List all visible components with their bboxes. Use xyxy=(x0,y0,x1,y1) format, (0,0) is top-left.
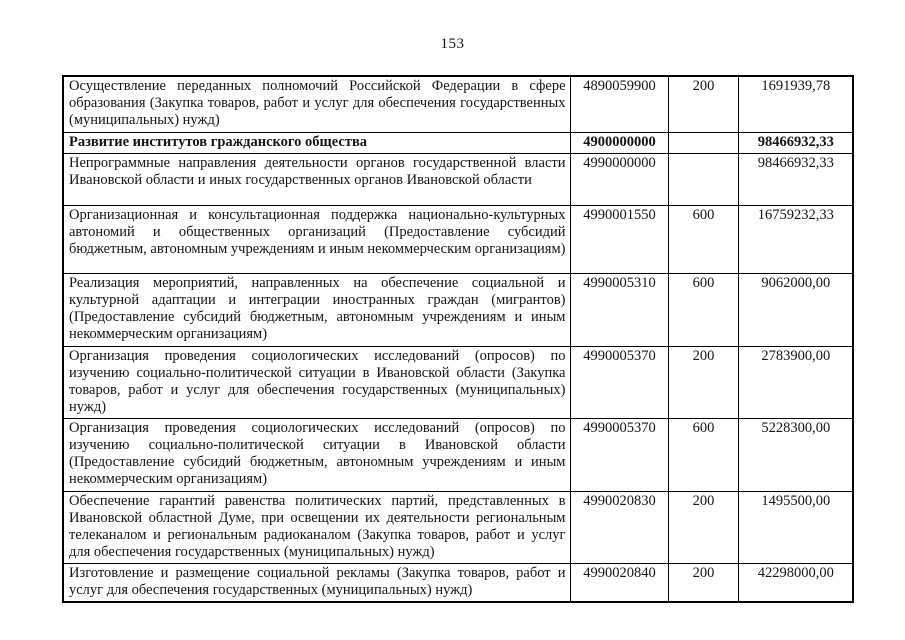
row-description: Организация проведения социологических исследований (опросов) по изучению социально-политической ситуации в Ивановской области (Закупка товаров, работ и услуг для обеспечения государственных (муниципальных) нужд) xyxy=(63,347,570,419)
row-amount: 2783900,00 xyxy=(738,347,853,419)
row-expense-type-code: 200 xyxy=(668,76,738,133)
table-row xyxy=(63,274,853,347)
row-amount: 1495500,00 xyxy=(738,492,853,564)
row-description: Развитие институтов гражданского общества xyxy=(63,133,570,154)
row-description: Обеспечение гарантий равенства политических партий, представленных в Ивановской областной Думе, при освещении их деятельности региональным телеканалом и региональным радиоканалом (Закупка товаров, работ и услуг для обеспечения государственных (муниципальных) нужд) xyxy=(63,492,570,564)
row-target-code: 4990000000 xyxy=(570,154,668,206)
row-amount: 5228300,00 xyxy=(738,419,853,492)
row-description: Организация проведения социологических исследований (опросов) по изучению социально-политической ситуации в Ивановской области (Предоставление субсидий бюджетным, автономным учреждениям и иным некоммерческим организациям) xyxy=(63,419,570,492)
row-target-code: 4990005310 xyxy=(570,274,668,347)
row-target-code: 4990020840 xyxy=(570,564,668,603)
budget-table xyxy=(62,75,854,603)
row-description: Организационная и консультационная поддержка национально-культурных автономий и общественных организаций (Предоставление субсидий бюджетным, автономным учреждениям и иным некоммерческим организациям) xyxy=(63,206,570,274)
row-target-code: 4990020830 xyxy=(570,492,668,564)
row-description: Осуществление переданных полномочий Российской Федерации в сфере образования (Закупка товаров, работ и услуг для обеспечения государственных (муниципальных) нужд) xyxy=(63,76,570,133)
row-description: Изготовление и размещение социальной рекламы (Закупка товаров, работ и услуг для обеспечения государственных (муниципальных) нужд) xyxy=(63,564,570,603)
row-expense-type-code xyxy=(668,133,738,154)
row-amount: 98466932,33 xyxy=(738,154,853,206)
row-target-code: 4890059900 xyxy=(570,76,668,133)
row-description: Непрограммные направления деятельности органов государственной власти Ивановской области и иных государственных органов Ивановской области xyxy=(63,154,570,206)
table-row xyxy=(63,419,853,492)
table-row xyxy=(63,133,853,154)
page-number: 153 xyxy=(440,36,465,52)
table-row xyxy=(63,76,853,133)
row-expense-type-code: 200 xyxy=(668,347,738,419)
row-expense-type-code: 600 xyxy=(668,206,738,274)
table-row xyxy=(63,347,853,419)
table-row xyxy=(63,564,853,603)
table-row xyxy=(63,206,853,274)
row-amount: 42298000,00 xyxy=(738,564,853,603)
row-amount: 98466932,33 xyxy=(738,133,853,154)
row-target-code: 4990005370 xyxy=(570,419,668,492)
budget-table-body xyxy=(63,76,853,602)
row-target-code: 4990001550 xyxy=(570,206,668,274)
row-expense-type-code: 200 xyxy=(668,564,738,603)
row-target-code: 4900000000 xyxy=(570,133,668,154)
row-description: Реализация мероприятий, направленных на обеспечение социальной и культурной адаптации и интеграции иностранных граждан (мигрантов) (Предоставление субсидий бюджетным, автономным учреждениям и иным некоммерческим организациям) xyxy=(63,274,570,347)
row-amount: 1691939,78 xyxy=(738,76,853,133)
row-expense-type-code: 200 xyxy=(668,492,738,564)
row-expense-type-code: 600 xyxy=(668,274,738,347)
row-amount: 16759232,33 xyxy=(738,206,853,274)
row-target-code: 4990005370 xyxy=(570,347,668,419)
row-amount: 9062000,00 xyxy=(738,274,853,347)
row-expense-type-code: 600 xyxy=(668,419,738,492)
table-row xyxy=(63,492,853,564)
table-row xyxy=(63,154,853,206)
row-expense-type-code xyxy=(668,154,738,206)
